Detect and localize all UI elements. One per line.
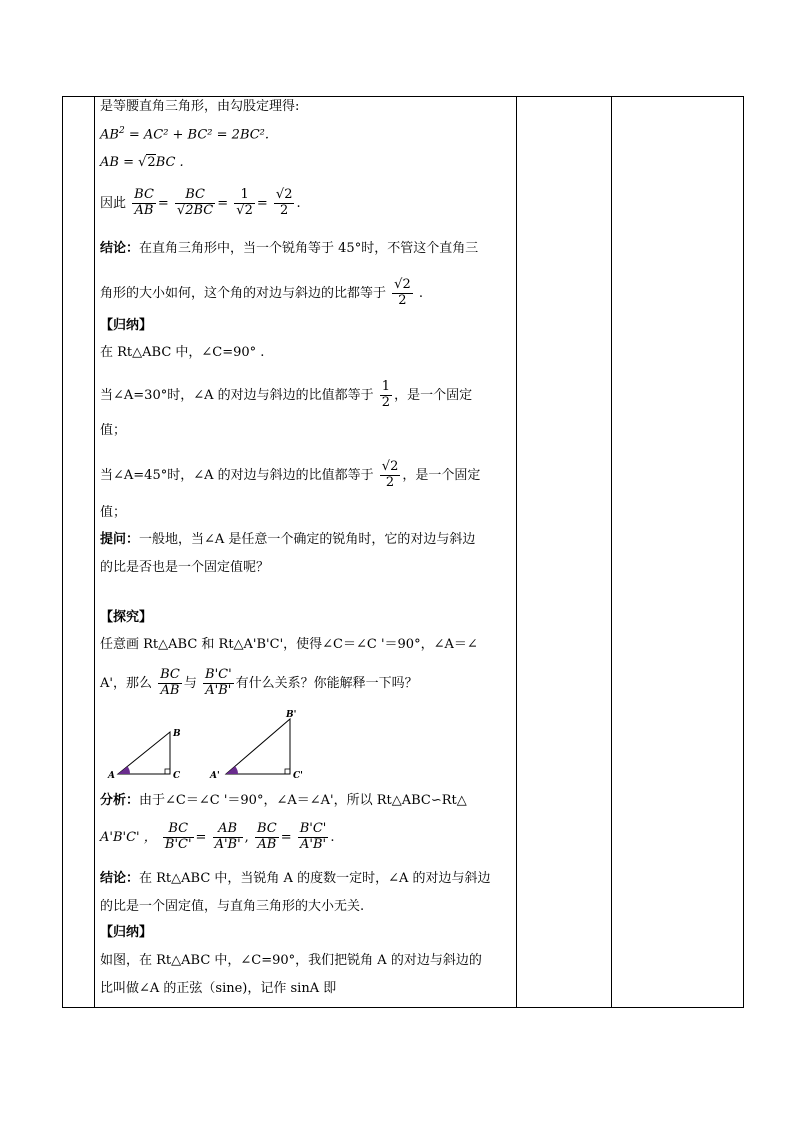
label-c-prime: C' xyxy=(293,771,303,780)
fraction-ab-apbp xyxy=(213,822,243,853)
sqrt-radicand: 2 xyxy=(390,459,399,474)
conclusion-2-cont: 的比是一个固定值，与直角三角形的大小无关. xyxy=(100,899,365,914)
explore-heading: 【探究】 xyxy=(100,610,153,625)
summary-2-line-2: 比叫做∠A 的正弦（sine)，记作 sinA 即 xyxy=(100,981,337,996)
fraction-den: A'B' xyxy=(203,683,234,699)
text: 与 xyxy=(183,675,197,691)
fraction-num: 1 xyxy=(240,187,249,202)
column-divider-1 xyxy=(94,97,95,1007)
summary-1-heading: 【归纳】 xyxy=(100,318,153,333)
analysis xyxy=(100,794,467,809)
fraction-den: √2BC xyxy=(176,202,214,218)
conclusion-2 xyxy=(100,872,491,887)
equation-ab xyxy=(100,156,184,171)
text: 由于∠C＝∠C '＝90°，∠A＝∠A'，所以 Rt△ABC∽Rt△ xyxy=(139,793,467,808)
fraction-bc-ab xyxy=(255,822,279,853)
fraction-den: 2 xyxy=(392,293,413,309)
eq-term: = AC² + BC² = 2BC². xyxy=(128,127,270,143)
eq-term: AB = xyxy=(100,155,139,170)
fraction-bc-ab xyxy=(132,188,156,219)
fraction-num: √2 xyxy=(275,187,293,202)
fraction-den: 2 xyxy=(274,203,295,219)
summary-2-heading: 【归纳】 xyxy=(100,925,153,940)
fraction-den: 2 xyxy=(381,394,391,410)
fraction-den: AB xyxy=(255,837,279,853)
summary-1-line-2 xyxy=(100,380,472,411)
conclusion-1-cont: 角形的大小如何，这个角的对边与斜边的比都等于 $\frac{√2}{2}$ . xyxy=(100,277,423,308)
fraction-den: 2 xyxy=(380,475,401,491)
label-bold: 分析： xyxy=(100,793,140,808)
sqrt-symbol: √2 xyxy=(138,155,156,170)
text: 角形的大小如何，这个角的对边与斜边的比都等于 xyxy=(100,285,387,301)
sqrt-radicand: 2 xyxy=(147,155,156,170)
fraction-num: AB xyxy=(218,821,238,836)
text: 一般地，当∠A 是任意一个确定的锐角时，它的对边与斜边 xyxy=(139,532,476,547)
eq-term: BC . xyxy=(155,155,184,170)
fraction-num: BC xyxy=(185,187,205,202)
text: 在 Rt△ABC 中，当锐角 A 的度数一定时，∠A 的对边与斜边 xyxy=(139,871,491,886)
fraction-sqrt2-2 xyxy=(380,460,401,491)
sqrt-radicand: 2 xyxy=(185,202,194,218)
sqrt-radicand: 2 xyxy=(284,187,293,202)
fraction-bpcp-apbp xyxy=(298,822,329,853)
label-bold: 提问： xyxy=(100,532,140,547)
text: 当∠A=30°时，∠A 的对边与斜边的比值都等于 xyxy=(100,387,374,403)
fraction-bc-bpcp xyxy=(163,822,194,853)
fraction-sqrt2-2 xyxy=(392,278,413,309)
fraction-den: AB xyxy=(158,683,182,699)
label-b-prime: B' xyxy=(286,710,297,720)
analysis-cont: A'B'C' ， $\frac{BC}{B'C'}$ = $\frac{AB}{A'B'}$ , $\frac{BC}{AB}$ = $\frac{B'C'}{A'B'}$ . xyxy=(100,821,335,852)
label-c: C xyxy=(173,771,181,780)
label-bold: 结论： xyxy=(100,871,140,886)
label-a: A xyxy=(108,771,115,780)
equation-pythagoras: $AB^2 = AC^2 + BC^2 = 2BC^2$. xyxy=(100,126,270,143)
text-line: 是等腰直角三角形，由勾股定理得: xyxy=(100,99,300,114)
sqrt-radicand: 2 xyxy=(244,202,253,218)
fraction-num: √2 xyxy=(394,277,411,292)
fraction-sqrt2-2 xyxy=(274,188,295,219)
fraction-1-sqrt2 xyxy=(234,188,255,219)
equation-ratio: 因此 $\frac{BC}{AB}$ = $\frac{BC}{√2BC}$ = $\frac{1}{√2}$ = $\frac{√2}{2}$ . xyxy=(100,187,301,218)
triangle-small xyxy=(107,729,181,780)
text: A'B'C' ， xyxy=(100,829,157,845)
text: A'，那么 xyxy=(100,675,152,691)
fraction-num: 1 xyxy=(381,379,391,394)
label-a-prime: A' xyxy=(210,771,220,780)
sqrt-radicand: 2 xyxy=(402,277,411,292)
angle-mark-a xyxy=(118,766,130,774)
summary-2-line-1: 如图，在 Rt△ABC 中，∠C=90°，我们把锐角 A 的对边与斜边的 xyxy=(100,953,482,968)
triangle-large xyxy=(209,710,303,780)
text: ，是一个固定 xyxy=(402,467,481,483)
fraction-den: AB xyxy=(132,203,156,219)
fraction-num: BC xyxy=(168,821,189,836)
fraction-bc-ab xyxy=(158,668,182,699)
fraction-num: √2 xyxy=(381,459,399,474)
text: 在直角三角形中，当一个锐角等于 45°时，不管这个直角三 xyxy=(139,241,479,256)
label-bold: 结论： xyxy=(100,241,140,256)
fraction-num: B'C' xyxy=(205,667,232,682)
column-divider-2 xyxy=(516,97,517,1007)
fraction-num: B'C' xyxy=(299,821,327,836)
text-prefix: 因此 xyxy=(100,195,127,211)
eq-term: AB xyxy=(100,127,119,143)
question-cont: 的比是否也是一个固定值呢？ xyxy=(100,560,270,575)
fraction-bc-sqrt2bc xyxy=(175,188,215,219)
fraction-den: √2 xyxy=(236,202,253,218)
text: 当∠A=45°时，∠A 的对边与斜边的比值都等于 xyxy=(100,467,374,483)
fraction-den-text: BC xyxy=(193,202,214,218)
text: 有什么关系？你能解释一下吗？ xyxy=(235,675,418,691)
fraction-den: A'B' xyxy=(214,836,241,852)
explore-line-2 xyxy=(100,668,418,699)
summary-1-line-4 xyxy=(100,460,480,491)
fraction-1-2 xyxy=(380,380,392,411)
summary-1-line-1: 在 Rt△ABC 中，∠C=90° . xyxy=(100,345,265,360)
column-divider-3 xyxy=(611,97,612,1007)
summary-1-line-3: 值； xyxy=(100,423,127,438)
fraction-bpcp-apbp xyxy=(203,668,234,699)
explore-line-1: 任意画 Rt△ABC 和 Rt△A'B'C'，使得∠C＝∠C '＝90°，∠A＝∠ xyxy=(100,637,478,652)
summary-1-line-5: 值； xyxy=(100,505,127,520)
triangles-figure xyxy=(100,708,320,780)
fraction-den: A'B' xyxy=(298,837,329,853)
text: ，是一个固定 xyxy=(394,387,473,403)
angle-mark-a-prime xyxy=(226,766,238,774)
label-b: B xyxy=(173,729,181,739)
fraction-den: B'C' xyxy=(164,836,192,852)
fraction-num: BC xyxy=(256,821,277,836)
fraction-num: BC xyxy=(160,667,180,682)
fraction-num: BC xyxy=(134,187,154,202)
conclusion-1 xyxy=(100,242,478,257)
question xyxy=(100,533,475,548)
